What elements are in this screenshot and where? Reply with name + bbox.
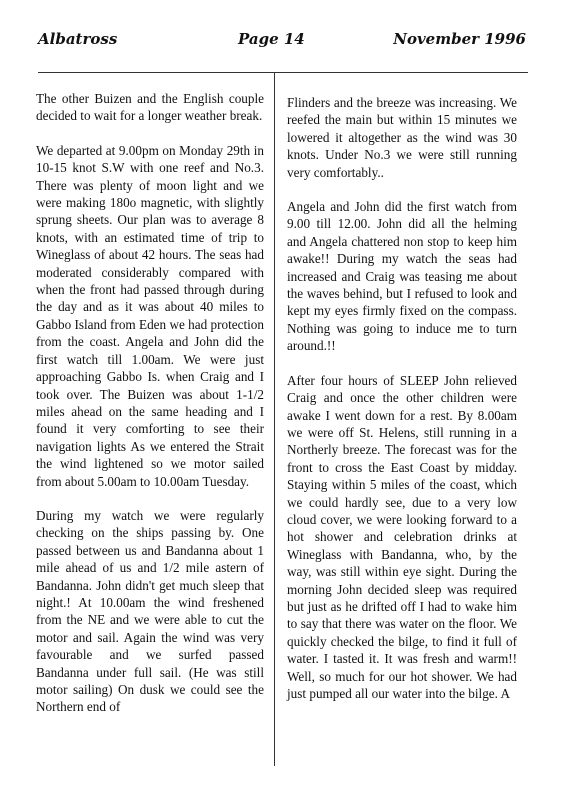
header-rule (38, 72, 528, 73)
column-divider (274, 72, 275, 766)
right-column (287, 94, 517, 719)
paragraph: Angela and John did the first watch from 9.00 till 12.00. John did all the helming and Angela chattered non stop to keep him awake!! During my watch the seas had increased and Craig was teasing me about the waves behind, but I refused to look and kept my eyes firmly fixed on the compass. Nothing was going to induce me to turn around.!! (287, 199, 517, 354)
page-header (38, 30, 526, 56)
paragraph: Flinders and the breeze was increasing. We reefed the main but within 15 minutes we lowered it altogether as the wind was 30 knots. Under No.3 we were still running very comfortably.. (287, 95, 517, 180)
paragraph: The other Buizen and the English couple decided to wait for a longer weather break. (36, 91, 264, 124)
paragraph: We departed at 9.00pm on Monday 29th in 10-15 knot S.W with one reef and No.3. There was plenty of moon light and we were making 180o magnetic, with slightly sprung sheets. Our plan was to average 8 knots, with an estimated time of trip to Wineglass of about 42 hours. The seas had moderated considerably compared with when the front had passed through during the day and as it was about 40 miles to Gabbo Island from Eden we had protection from the coast. Angela and John did the first watch till 1.00am. We were just approaching Gabbo Is. when Craig and I took over. The Buizen was about 1-1/2 miles ahead on the same heading and I found it very comforting to see their navigation lights As we entered the Strait the wind lightened so we motor sailed from about 5.00am to 10.00am Tuesday. (36, 142, 264, 489)
left-column (36, 90, 264, 733)
paragraph: After four hours of SLEEP John relieved Craig and once the other children were awake I went down for a rest. By 8.00am we were off St. Helens, still running in a Northerly breeze. The forecast was for the front to cross the East Coast by midday. Staying within 5 miles of the coast, which we could hardly see, due to a very low cloud cover, we were looking forward to a hot shower and celebration drinks at Wineglass with Bandanna, who, by the way, was still within eye sight. During the morning John decided sleep was required but just as he drifted off I had to wake him to say that there was water on the floor. We quickly checked the bilge, to find it full of water. I tasted it. It was fresh and warm!! Well, so much for our hot shower. We had just pumped all our water into the bilge. A (287, 372, 517, 701)
page-number: Page 14 (238, 30, 305, 48)
publication-title: Albatross (38, 30, 118, 48)
paragraph: During my watch we were regularly checking on the ships passing by. One passed between us and Bandanna about 1 mile ahead of us and 1/2 mile astern of Bandanna. John didn't get much sleep that night.! At 10.00am the wind freshened from the NE and we were able to cut the motor and sail. Again the wind was very favourable and we surfed passed Bandanna under full sail. (He was still motor sailing) On dusk we could see the Northern end of (36, 507, 264, 715)
issue-date: November 1996 (393, 30, 526, 48)
